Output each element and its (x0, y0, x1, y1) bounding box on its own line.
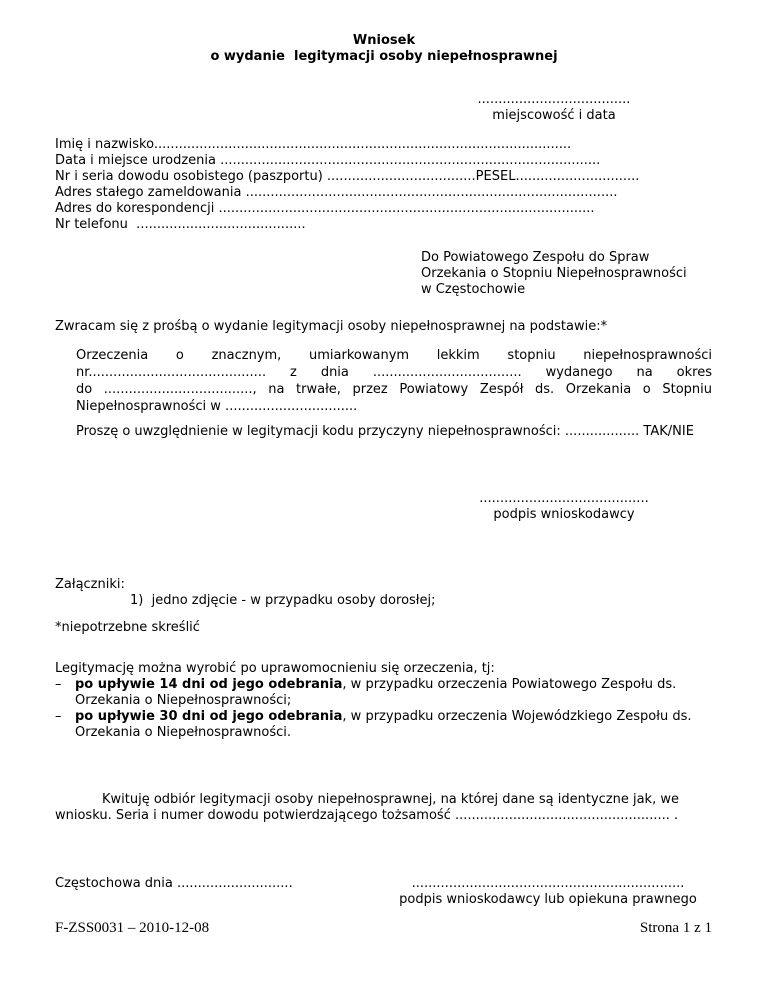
document-subtitle: o wydanie legitymacji osoby niepełnosprawnej (210, 49, 558, 64)
field-birth[interactable]: Data i miejsce urodzenia ............................................................................................ (55, 153, 601, 168)
addressee-line: w Częstochowie (421, 282, 526, 297)
addressee-line: Orzekania o Stopniu Niepełnosprawności (421, 266, 687, 281)
info-item-cont: Orzekania o Niepełnosprawności. (75, 725, 291, 740)
receipt-line-2[interactable]: wniosku. Seria i numer dowodu potwierdzającego tożsamość .................................................... . (55, 808, 679, 823)
addressee-line: Do Powiatowego Zespołu do Spraw (421, 250, 650, 265)
bottom-place-date[interactable]: Częstochowa dnia ............................ (55, 876, 293, 891)
info-intro: Legitymację można wyrobić po uprawomocnieniu się orzeczenia, tj: (55, 661, 495, 676)
field-phone[interactable]: Nr telefonu ......................................... (55, 217, 306, 232)
info-item-text: , w przypadku orzeczenia Wojewódzkiego Zespołu ds. (342, 709, 692, 724)
code-request[interactable]: Proszę o uwzględnienie w legitymacji kodu przyczyny niepełnosprawności: .................. TAK/NIE (76, 424, 694, 439)
attachments-heading: Załączniki: (55, 577, 125, 592)
receipt-line-1: Kwituję odbiór legitymacji osoby niepełnosprawnej, na której dane są identyczne jak, we (102, 792, 679, 807)
guardian-signature-dots: .................................................................. (411, 876, 685, 891)
request-intro: Zwracam się z prośbą o wydanie legitymacji osoby niepełnosprawnej na podstawie:* (55, 319, 608, 334)
attachment-item: 1) jedno zdjęcie - w przypadku osoby dorosłej; (130, 593, 436, 608)
request-line-2[interactable]: nr........................................... z dnia .................................... wydanego na okres (76, 365, 712, 380)
footnote: *niepotrzebne skreślić (55, 620, 200, 635)
document-title: Wniosek (352, 33, 416, 48)
field-id-pesel[interactable]: Nr i seria dowodu osobistego (paszportu) ....................................PESEL.............................. (55, 169, 640, 184)
guardian-signature-label: podpis wnioskodawcy lub opiekuna prawnego (399, 892, 697, 907)
request-line-4[interactable]: Niepełnosprawności w ................................ (76, 399, 358, 414)
place-date-label: miejscowość i data (492, 108, 616, 123)
applicant-signature-dots: ......................................... (479, 491, 649, 506)
info-item (75, 709, 691, 725)
request-line-1: Orzeczenia o znacznym, umiarkowanym lekkim stopniu niepełnosprawności (76, 348, 712, 363)
place-date-dots: ..................................... (477, 92, 631, 107)
page-number: Strona 1 z 1 (639, 920, 712, 936)
form-code: F-ZSS0031 – 2010-12-08 (55, 920, 210, 936)
info-item-cont: Orzekania o Niepełnosprawności; (75, 693, 292, 708)
request-line-3[interactable]: do ...................................., na trwałe, przez Powiatowy Zespół ds. Orzekania o Stopniu (76, 382, 712, 397)
info-item-bold: po upływie 30 dni od jego odebrania (75, 709, 343, 724)
field-permanent-address[interactable]: Adres stałego zameldowania .......................................................................................... (55, 185, 618, 200)
applicant-signature-label: podpis wnioskodawcy (493, 507, 635, 522)
field-name[interactable]: Imię i nazwisko..................................................................................................... (55, 137, 572, 152)
info-item (75, 677, 676, 693)
field-correspondence-address[interactable]: Adres do korespondencji ........................................................................................... (55, 201, 595, 216)
bullet-dash: – (55, 709, 62, 724)
info-item-bold: po upływie 14 dni od jego odebrania (75, 677, 343, 692)
info-item-text: , w przypadku orzeczenia Powiatowego Zespołu ds. (342, 677, 677, 692)
bullet-dash: – (55, 677, 62, 692)
